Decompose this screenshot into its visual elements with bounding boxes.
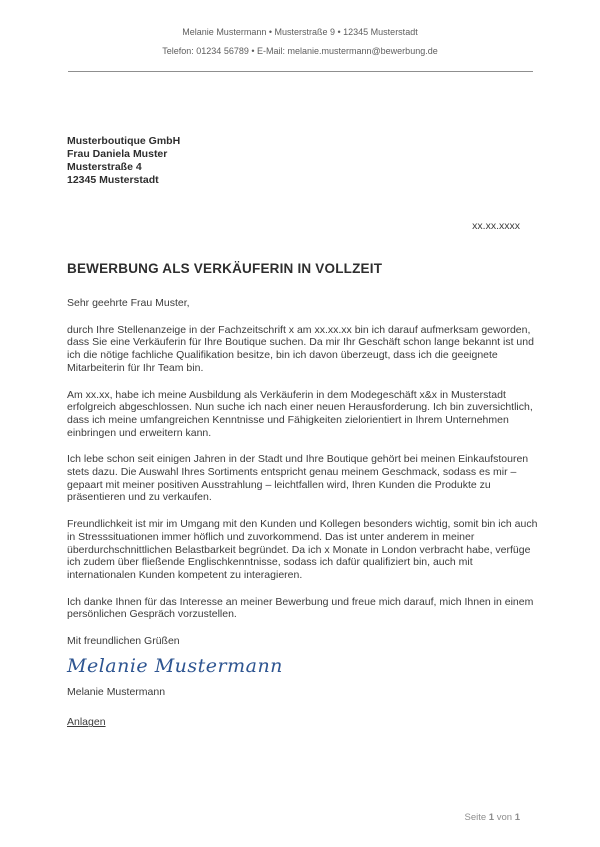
- letter-body: [67, 297, 543, 729]
- letterhead-contact-line: Telefon: 01234 56789 • E-Mail: melanie.mustermann@bewerbung.de: [162, 46, 438, 56]
- letterhead-sender-line: Melanie Mustermann • Musterstraße 9 • 12345 Musterstadt: [182, 27, 418, 37]
- recipient-address-block: [67, 135, 540, 187]
- body-paragraph-4: Freundlichkeit ist mir im Umgang mit den Kunden und Kollegen besonders wichtig, somit bin ich auch in Stresssituationen immer höflich und zuvorkommend. Das ist unter anderem in meiner überdurchschnittlichen Belastbarkeit begründet. Da ich x Monate in London verbracht habe, verfüge ich zudem über fließende Englischkenntnisse, sodass ich dafür qualifiziert bin, auch mit internationalen Kunden kompetent zu interagieren.: [67, 518, 538, 581]
- recipient-street: Musterstraße 4: [67, 161, 142, 173]
- handwritten-signature: Melanie Mustermann: [67, 654, 283, 677]
- body-paragraph-2: Am xx.xx, habe ich meine Ausbildung als Verkäuferin in dem Modegeschäft x&x in Musterstadt erfolgreich abgeschlossen. Nun suche ich nach einer neuen Herausforderung. Ich bin zuversichtlich, dass ich meine umfangreichen Kenntnisse und Fähigkeiten zielorientiert in Ihrem Unternehmen einbringen und erweitern kann.: [67, 388, 533, 439]
- footer-total-pages: 1: [514, 812, 520, 823]
- footer-page-label: Seite: [464, 812, 487, 823]
- salutation: Sehr geehrte Frau Muster,: [67, 297, 190, 309]
- page-footer: [465, 812, 521, 823]
- enclosures-label: Anlagen: [67, 716, 106, 729]
- footer-of-label: von: [496, 812, 513, 823]
- body-paragraph-3: Ich lebe schon seit einigen Jahren in der Stadt und Ihre Boutique gehört bei meinen Einkaufstouren stets dazu. Die Auswahl Ihres Sortiments entspricht genau meinem Geschmack, sodass es mir – gepaart mit meiner positiven Ausstrahlung – leichtfallen wird, Ihren Kunden die Produkte zu präsentieren und zu verkaufen.: [67, 453, 529, 504]
- footer-page-number: 1: [488, 812, 495, 823]
- letter-date: xx.xx.xxxx: [472, 220, 520, 232]
- closing-phrase: Mit freundlichen Grüßen: [67, 635, 180, 648]
- body-paragraph-5: Ich danke Ihnen für das Interesse an meiner Bewerbung und freue mich darauf, mich Ihnen in einem persönlichen Gespräch vorzustellen.: [67, 595, 534, 621]
- letterhead-divider: [68, 71, 533, 72]
- recipient-company: Musterboutique GmbH: [67, 135, 181, 147]
- recipient-city: 12345 Musterstadt: [67, 174, 159, 186]
- letterhead: [0, 0, 600, 57]
- subject-line: BEWERBUNG ALS VERKÄUFERIN IN VOLLZEIT: [67, 261, 383, 276]
- recipient-contact-person: Frau Daniela Muster: [67, 148, 168, 160]
- signature-typed-name: Melanie Mustermann: [67, 685, 166, 698]
- body-paragraph-1: durch Ihre Stellenanzeige in der Fachzeitschrift x am xx.xx.xx bin ich darauf aufmerksam geworden, dass Sie eine Verkäuferin für Ihre Boutique suchen. Da mir Ihr Geschäft schon lange bekannt ist und ich die nötige fachliche Qualifikation besitze, bin ich davon überzeugt, dass ich die geeignete Mitarbeiterin für Ihr Team bin.: [67, 323, 534, 374]
